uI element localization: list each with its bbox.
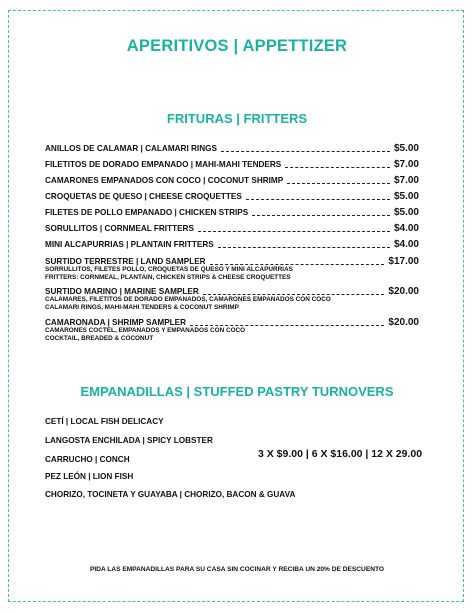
item-price: $5.00 bbox=[393, 191, 419, 202]
sampler-item bbox=[45, 314, 419, 328]
dotted-leader bbox=[198, 231, 390, 232]
fritters-section-title: FRITURAS | FRITTERS bbox=[166, 111, 308, 126]
item-name: SURTIDO TERRESTRE | LAND SAMPLER bbox=[45, 257, 206, 266]
page-title: APERITIVOS | APPETTIZER bbox=[126, 37, 348, 55]
item-description: COCKTAIL, BREADED & COCONUT bbox=[45, 335, 154, 342]
item-price: $17.00 bbox=[388, 256, 419, 267]
item-name: FILETES DE POLLO EMPANADO | CHICKEN STRIPS bbox=[45, 208, 249, 217]
item-description: SORRULLITOS, FILETES POLLO, CROQUETAS DE QUESO Y MINI ALCAPURRIAS bbox=[45, 266, 293, 273]
item-price: $4.00 bbox=[393, 223, 419, 234]
item-name: CAMARONES EMPANADOS CON COCO | COCONUT SHRIMP bbox=[45, 176, 284, 185]
empanadilla-item: CETÍ | LOCAL FISH DELICACY bbox=[45, 417, 164, 426]
dotted-leader bbox=[252, 215, 390, 216]
dotted-leader bbox=[210, 264, 385, 265]
menu-item bbox=[45, 188, 419, 202]
item-description: CALAMARI RINGS, MAHI-MAHI TENDERS & COCONUT SHRIMP bbox=[45, 304, 239, 311]
item-name: FILETITOS DE DORADO EMPANADO | MAHI-MAHI TENDERS bbox=[45, 160, 282, 169]
sampler-item bbox=[45, 253, 419, 267]
item-description: CALAMARES, FILETITOS DE DORADO EMPANADOS, CAMARONES EMPANADOS CON COCO bbox=[45, 296, 331, 303]
item-price: $7.00 bbox=[393, 159, 419, 170]
empanadilla-item: CARRUCHO | CONCH bbox=[45, 455, 130, 464]
item-name: SURTIDO MARINO | MARINE SAMPLER bbox=[45, 287, 199, 296]
dotted-leader bbox=[203, 294, 385, 295]
item-price: $5.00 bbox=[393, 143, 419, 154]
menu-item bbox=[45, 172, 419, 186]
item-price: $7.00 bbox=[393, 175, 419, 186]
item-price: $20.00 bbox=[388, 317, 419, 328]
dotted-leader bbox=[190, 325, 384, 326]
item-price: $4.00 bbox=[393, 239, 419, 250]
item-name: CAMARONADA | SHRIMP SAMPLER bbox=[45, 318, 187, 327]
menu-item bbox=[45, 204, 419, 218]
item-name: SORULLITOS | CORNMEAL FRITTERS bbox=[45, 224, 194, 233]
dotted-leader bbox=[287, 183, 390, 184]
item-description: FRITTERS: CORNMEAL, PLANTAIN, CHICKEN STRIPS & CHEESE CROQUETTES bbox=[45, 274, 291, 281]
menu-item bbox=[45, 156, 419, 170]
menu-item bbox=[45, 236, 419, 250]
item-name: CROQUETAS DE QUESO | CHEESE CROQUETTES bbox=[45, 192, 242, 201]
dotted-leader bbox=[246, 199, 390, 200]
empanadilla-prices: 3 X $9.00 | 6 X $16.00 | 12 X 29.00 bbox=[258, 448, 423, 460]
dotted-leader bbox=[285, 167, 390, 168]
empanadilla-item: PEZ LEÓN | LION FISH bbox=[45, 472, 134, 481]
item-price: $5.00 bbox=[393, 207, 419, 218]
item-price: $20.00 bbox=[388, 286, 419, 297]
empanadilla-item: LANGOSTA ENCHILADA | SPICY LOBSTER bbox=[45, 436, 213, 445]
menu-item bbox=[45, 140, 419, 154]
item-name: MINI ALCAPURRIAS | PLANTAIN FRITTERS bbox=[45, 240, 214, 249]
footer-note: PIDA LAS EMPANADILLAS PARA SU CASA SIN COCINAR Y RECIBA UN 20% DE DESCUENTO bbox=[89, 566, 385, 573]
menu-item bbox=[45, 220, 419, 234]
item-name: ANILLOS DE CALAMAR | CALAMARI RINGS bbox=[45, 144, 217, 153]
dotted-leader bbox=[221, 151, 390, 152]
item-description: CAMARONES COCTEL, EMPANADOS Y EMPANADOS CON COCO bbox=[45, 327, 246, 334]
empanadillas-section-title: EMPANADILLAS | STUFFED PASTRY TURNOVERS bbox=[80, 384, 394, 399]
empanadilla-item: CHORIZO, TOCINETA Y GUAYABA | CHORIZO, BACON & GUAVA bbox=[45, 490, 296, 499]
sampler-item bbox=[45, 283, 419, 297]
dotted-leader bbox=[218, 247, 390, 248]
